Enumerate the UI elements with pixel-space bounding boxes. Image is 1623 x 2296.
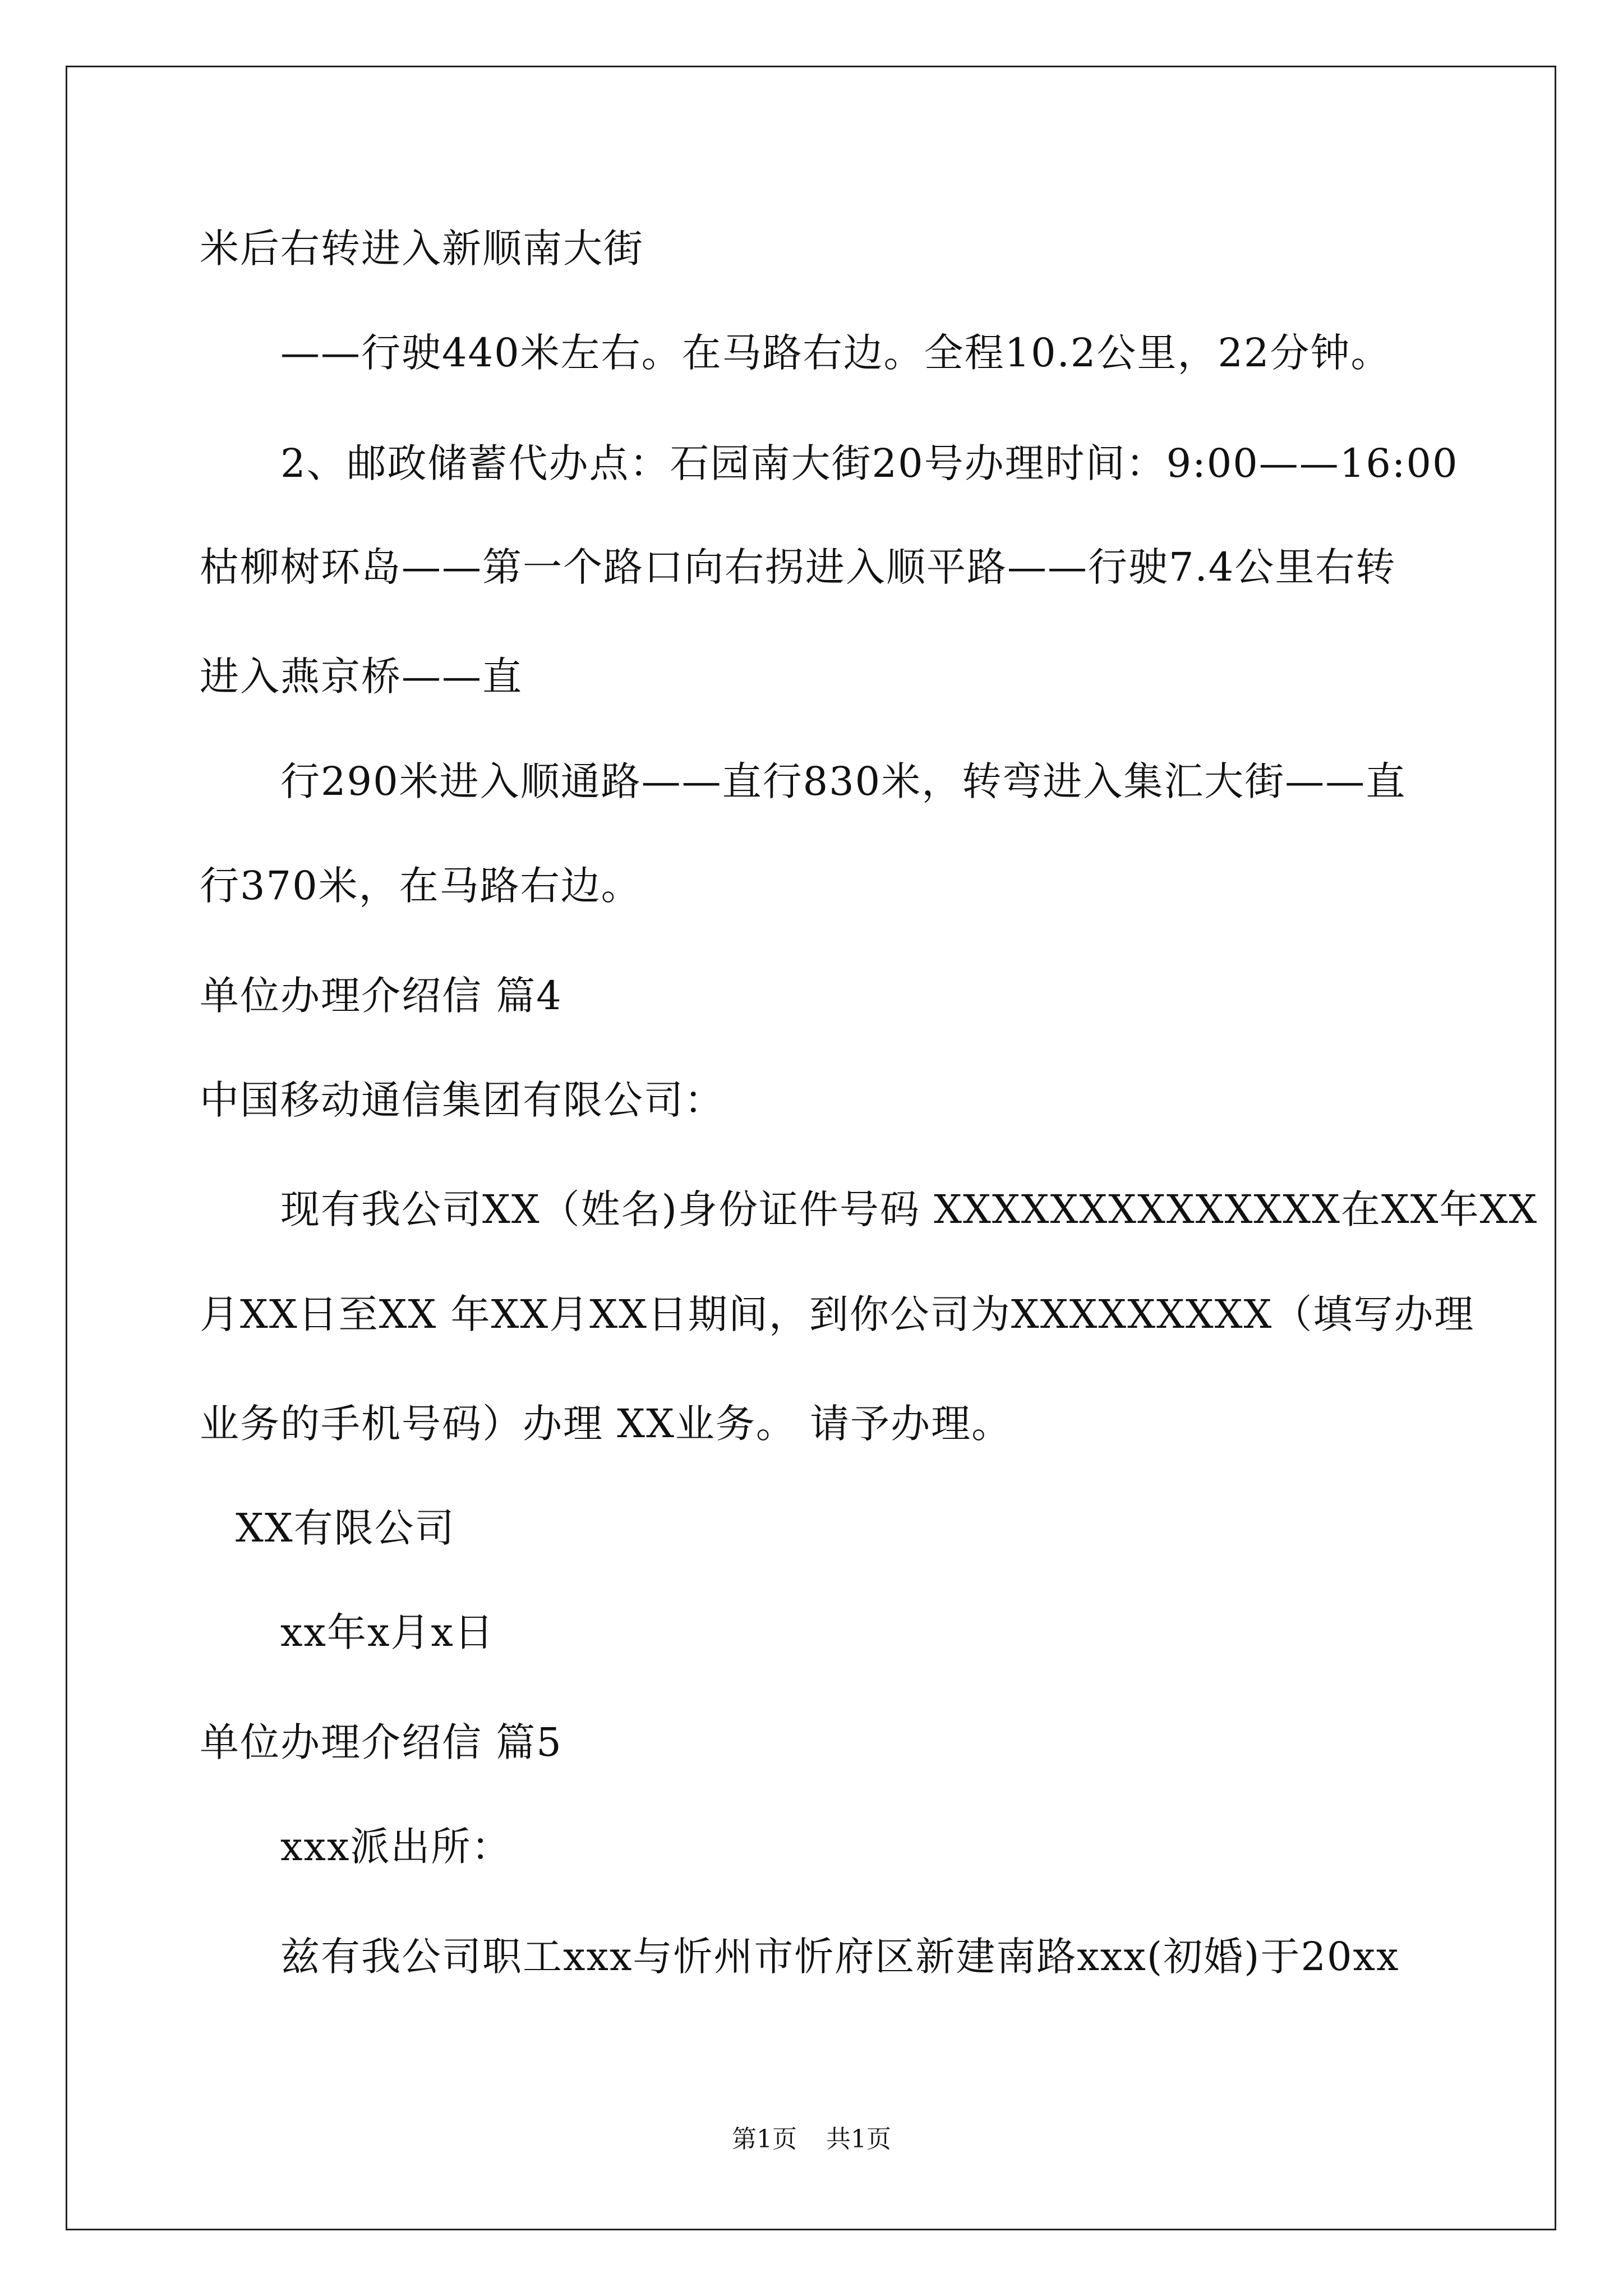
page-border	[66, 66, 1556, 2230]
letter-body-line-1: 现有我公司XX（姓名)身份证件号码 XXXXXXXXXXXXXX在XX年XX	[280, 1186, 1538, 1232]
letter-signature-company: XX有限公司	[236, 1505, 455, 1551]
text-line-postal-office: 2、邮政储蓄代办点：石园南大街20号办理时间：9:00——16:00	[280, 440, 1459, 486]
letter-body-line-3: 业务的手机号码）办理 XX业务。 请予办理。	[200, 1401, 1012, 1447]
letter-salutation-police: xxx派出所：	[280, 1824, 512, 1870]
letter-body-police-line-1: 兹有我公司职工xxx与忻州市忻府区新建南路xxx(初婚)于20xx	[280, 1934, 1400, 1980]
section-heading-4: 单位办理介绍信 篇4	[200, 973, 562, 1019]
page-number-current: 第1页	[732, 2125, 797, 2154]
text-line-route-middle: 行290米进入顺通路——直行830米，转弯进入集汇大街——直	[280, 758, 1407, 804]
text-line-route-start: 枯柳树环岛——第一个路口向右拐进入顺平路——行驶7.4公里右转	[200, 544, 1396, 590]
page-number-total: 共1页	[826, 2125, 891, 2154]
letter-signature-date: xx年x月x日	[280, 1609, 495, 1655]
text-line-route-end: 米后右转进入新顺南大街	[200, 226, 644, 272]
letter-body-line-2: 月XX日至XX 年XX月XX日期间，到你公司为XXXXXXXXX（填写办理	[200, 1291, 1475, 1337]
text-line-route-distance: ——行驶440米左右。在马路右边。全程10.2公里，22分钟。	[280, 330, 1391, 376]
page-footer	[0, 2124, 1623, 2155]
section-heading-5: 单位办理介绍信 篇5	[200, 1719, 562, 1765]
text-line-route-bridge: 进入燕京桥——直	[200, 654, 523, 700]
text-line-route-arrive: 行370米，在马路右边。	[200, 863, 642, 909]
letter-salutation: 中国移动通信集团有限公司：	[200, 1077, 725, 1123]
